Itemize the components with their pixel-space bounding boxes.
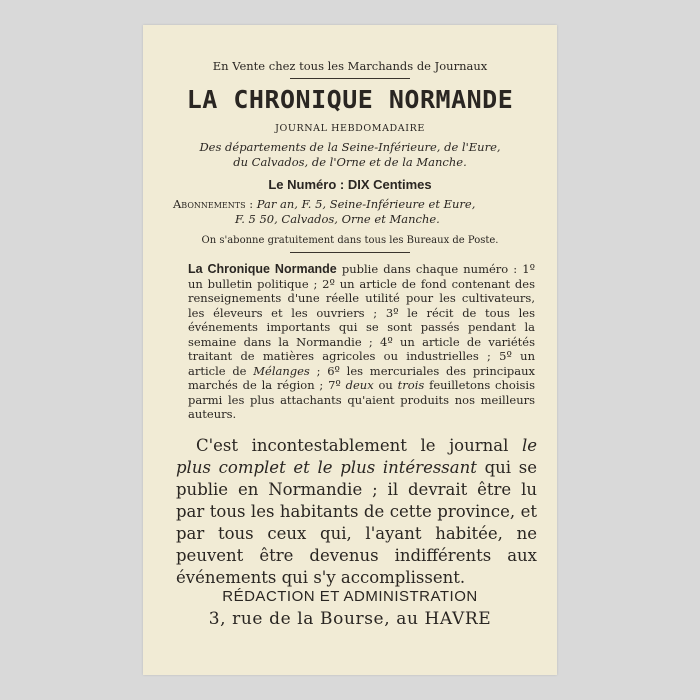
newspaper-subtitle: JOURNAL HEBDOMADAIRE (275, 123, 425, 134)
sale-notice: En Vente chez tous les Marchands de Journaux (212, 59, 488, 73)
contents-melanges: Mélanges (253, 363, 310, 378)
subscriptions-text (173, 197, 543, 227)
contents-lead: La Chronique Normande (188, 262, 337, 276)
advertising-card (143, 25, 557, 675)
praise-italic: le plus complet et le plus intéressant (176, 436, 537, 477)
contents-trois: trois (397, 378, 425, 392)
contents-paragraph (188, 262, 535, 422)
departments-line-2: du Calvados, de l'Orne et de la Manche. (233, 155, 467, 169)
contents-part-2: ; 6º les mercuriales des principaux marchés de la région ; 7º (188, 363, 535, 392)
post-office-notice: On s'abonne gratuitement dans tous les Bureaux de Poste. (201, 235, 499, 246)
subscriptions-line-2 (173, 212, 543, 227)
departments-line-1: Des départements de la Seine-Inférieure, de l'Eure, (199, 140, 501, 154)
contents-ou: ou (373, 378, 398, 392)
subscriptions-rate-2: F. 5 50, Calvados, Orne et Manche. (235, 212, 440, 226)
title-divider (290, 78, 410, 79)
contents-part-3: feuilletons choisis parmi les plus attachants qu'aient produits nos meilleurs auteurs. (188, 378, 535, 421)
departments-text (143, 140, 557, 170)
price-line: Le Numéro : DIX Centimes (268, 177, 432, 192)
praise-part-2: qui se publie en Normandie ; il devrait être lu par tous les habitants de cette province, et par tous ceux qui, l'ayant habitée, ne peuvent être devenus indifférents aux événements qui s'y accomplissent. (176, 458, 537, 587)
office-address: 3, rue de la Bourse, au HAVRE (208, 609, 492, 629)
subscriptions-rate-1: Par an, F. 5, Seine-Inférieure et Eure, (253, 197, 476, 211)
praise-part-1: C'est incontestablement le journal (196, 436, 522, 455)
praise-paragraph (176, 435, 537, 589)
subscriptions-line-1 (173, 197, 543, 212)
subscriptions-label: Abonnements : (173, 197, 254, 211)
contents-deux: deux (345, 378, 374, 392)
newspaper-title: LA CHRONIQUE NORMANDE (186, 85, 514, 114)
editorial-heading: RÉDACTION ET ADMINISTRATION (222, 588, 478, 605)
contents-part-1: publie dans chaque numéro : 1º un bulletin politique ; 2º un article de fond contenant des renseignements d'une réelle utilité pour les cultivateurs, les éleveurs et les ouvriers ; 3º le récit de tous les événements importants qui se sont passés pendant la semaine dans la Normandie ; 4º un article de variétés traitant de matières agricoles ou industrielles ; 5º un article de (188, 262, 536, 378)
section-divider (290, 252, 410, 253)
